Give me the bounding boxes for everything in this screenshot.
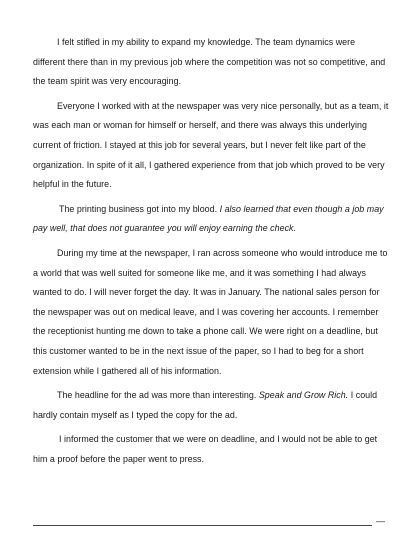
paragraph <box>33 244 389 381</box>
paragraph-text: Everyone I worked with at the newspaper was very nice personally, but as a team, it was each man or woman for himself or herself, and there was always this underlying current of friction. I stayed at this job for several years, but I never felt like part of the organization. In spite of it all, I gathered experience from that job which proved to be very helpful in the future. <box>33 100 389 190</box>
paragraph-text: The headline for the ad was more than interesting. <box>57 390 259 401</box>
footer-rule <box>33 525 372 526</box>
paragraph <box>33 33 389 92</box>
paragraph-text: During my time at the newspaper, I ran across someone who would introduce me to a world that was well suited for someone like me, and it was something I had always wanted to do. I will never forget the day. It was in January. The national sales person for the newspaper was out on medical leave, and I was covering her accounts. I remember the receptionist hunting me down to take a phone call. We were right on a deadline, but this customer wanted to be in the next issue of the paper, so I had to beg for a short extension while I gathered all of his information. <box>33 247 388 376</box>
paragraph <box>33 200 389 239</box>
paragraph-text: The printing business got into my blood. <box>59 203 220 214</box>
italic-text: Speak and Grow Rich. <box>258 390 349 401</box>
footer-dash: — <box>376 516 385 526</box>
body-text <box>33 33 389 474</box>
paragraph-text: I felt stifled in my ability to expand my knowledge. The team dynamics were different there than in my previous job where the competition was not so competitive, and the team spirit was very encouraging. <box>33 37 386 87</box>
paragraph <box>33 386 389 425</box>
paragraph <box>33 97 389 195</box>
italic-text: I also learned that even though a job may pay well, that does not guarantee you will enjoy earning the check. <box>33 203 384 234</box>
paragraph-text: I informed the customer that we were on deadline, and I would not be able to get him a proof before the paper went to press. <box>33 434 378 464</box>
paragraph-text: I could hardly contain myself as I typed the copy for the ad. <box>33 390 378 420</box>
paragraph <box>33 430 389 469</box>
